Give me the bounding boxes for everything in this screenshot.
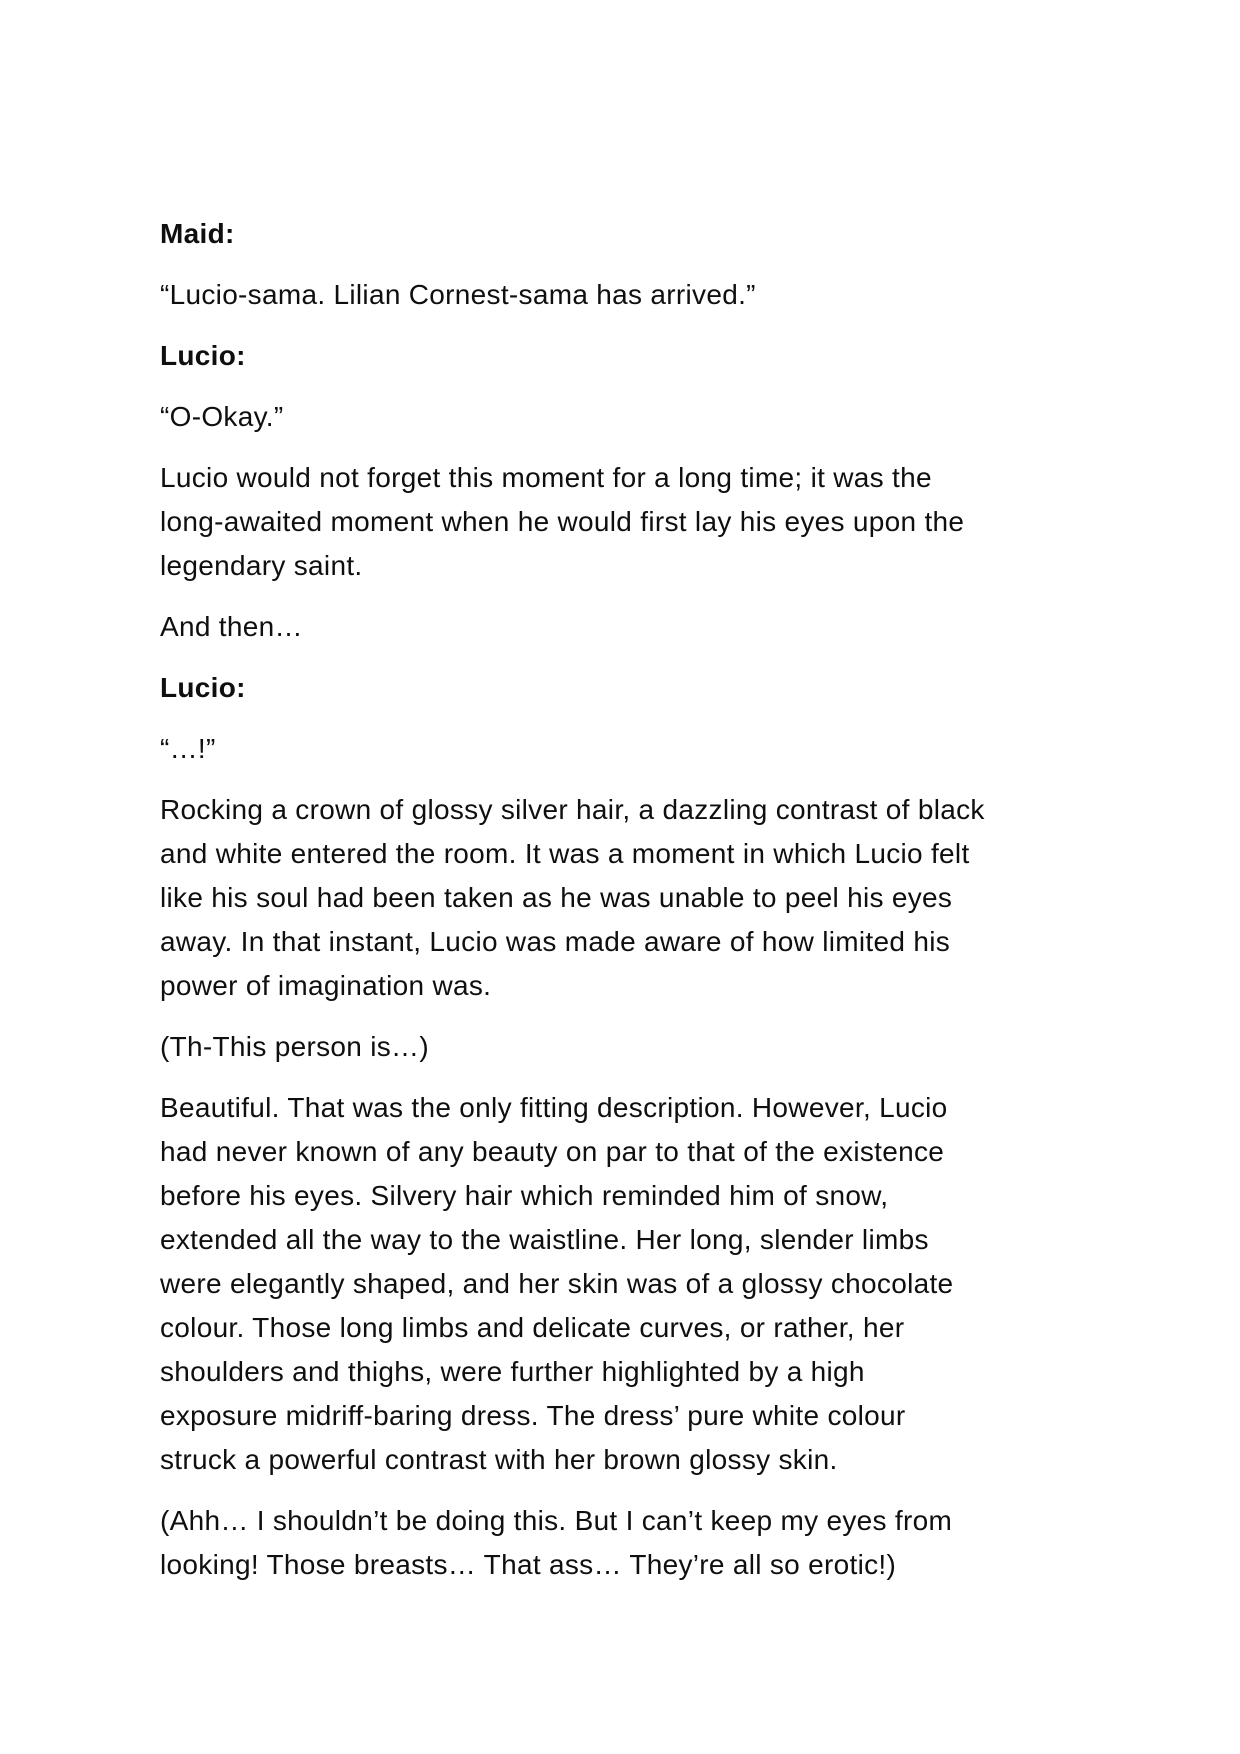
- text-line: had never known of any beauty on par to that of the existence: [160, 1136, 945, 1167]
- text-line: Lucio:: [160, 340, 246, 371]
- text-line: and white entered the room. It was a moment in which Lucio felt: [160, 838, 970, 869]
- text-line: “Lucio-sama. Lilian Cornest-sama has arrived.”: [160, 279, 756, 310]
- text-line: (Ahh… I shouldn’t be doing this. But I can’t keep my eyes from: [160, 1505, 953, 1536]
- text-line: Lucio would not forget this moment for a long time; it was the: [160, 462, 932, 493]
- text-line: looking! Those breasts… That ass… They’re all so erotic!): [160, 1549, 897, 1580]
- text-line: before his eyes. Silvery hair which reminded him of snow,: [160, 1180, 889, 1211]
- narration-paragraph: [160, 605, 1110, 649]
- dialogue-paragraph: [160, 273, 1110, 317]
- text-line: (Th-This person is…): [160, 1031, 429, 1062]
- text-line: extended all the way to the waistline. Her long, slender limbs: [160, 1224, 929, 1255]
- text-line: power of imagination was.: [160, 970, 492, 1001]
- text-line: long-awaited moment when he would first lay his eyes upon the: [160, 506, 965, 537]
- narration-paragraph: [160, 1086, 1110, 1482]
- speaker-heading-maid: [160, 212, 1110, 256]
- text-line: were elegantly shaped, and her skin was of a glossy chocolate: [160, 1268, 954, 1299]
- text-line: Beautiful. That was the only fitting description. However, Lucio: [160, 1092, 948, 1123]
- narration-paragraph: [160, 456, 1110, 588]
- text-line: legendary saint.: [160, 550, 363, 581]
- inner-thought-paragraph: [160, 1025, 1110, 1069]
- text-line: And then…: [160, 611, 303, 642]
- text-line: away. In that instant, Lucio was made aware of how limited his: [160, 926, 951, 957]
- text-line: shoulders and thighs, were further highlighted by a high: [160, 1356, 865, 1387]
- text-line: Lucio:: [160, 672, 246, 703]
- speaker-heading-lucio: [160, 666, 1110, 710]
- text-line: colour. Those long limbs and delicate curves, or rather, her: [160, 1312, 905, 1343]
- text-line: Maid:: [160, 218, 235, 249]
- inner-thought-paragraph: [160, 1499, 1110, 1587]
- narration-paragraph: [160, 788, 1110, 1008]
- text-line: “O-Okay.”: [160, 401, 284, 432]
- dialogue-paragraph: [160, 727, 1110, 771]
- text-line: “…!”: [160, 733, 216, 764]
- text-line: like his soul had been taken as he was unable to peel his eyes: [160, 882, 953, 913]
- dialogue-paragraph: [160, 395, 1110, 439]
- text-line: struck a powerful contrast with her brown glossy skin.: [160, 1444, 838, 1475]
- text-line: Rocking a crown of glossy silver hair, a dazzling contrast of black: [160, 794, 985, 825]
- speaker-heading-lucio: [160, 334, 1110, 378]
- text-line: exposure midriff-baring dress. The dress’ pure white colour: [160, 1400, 906, 1431]
